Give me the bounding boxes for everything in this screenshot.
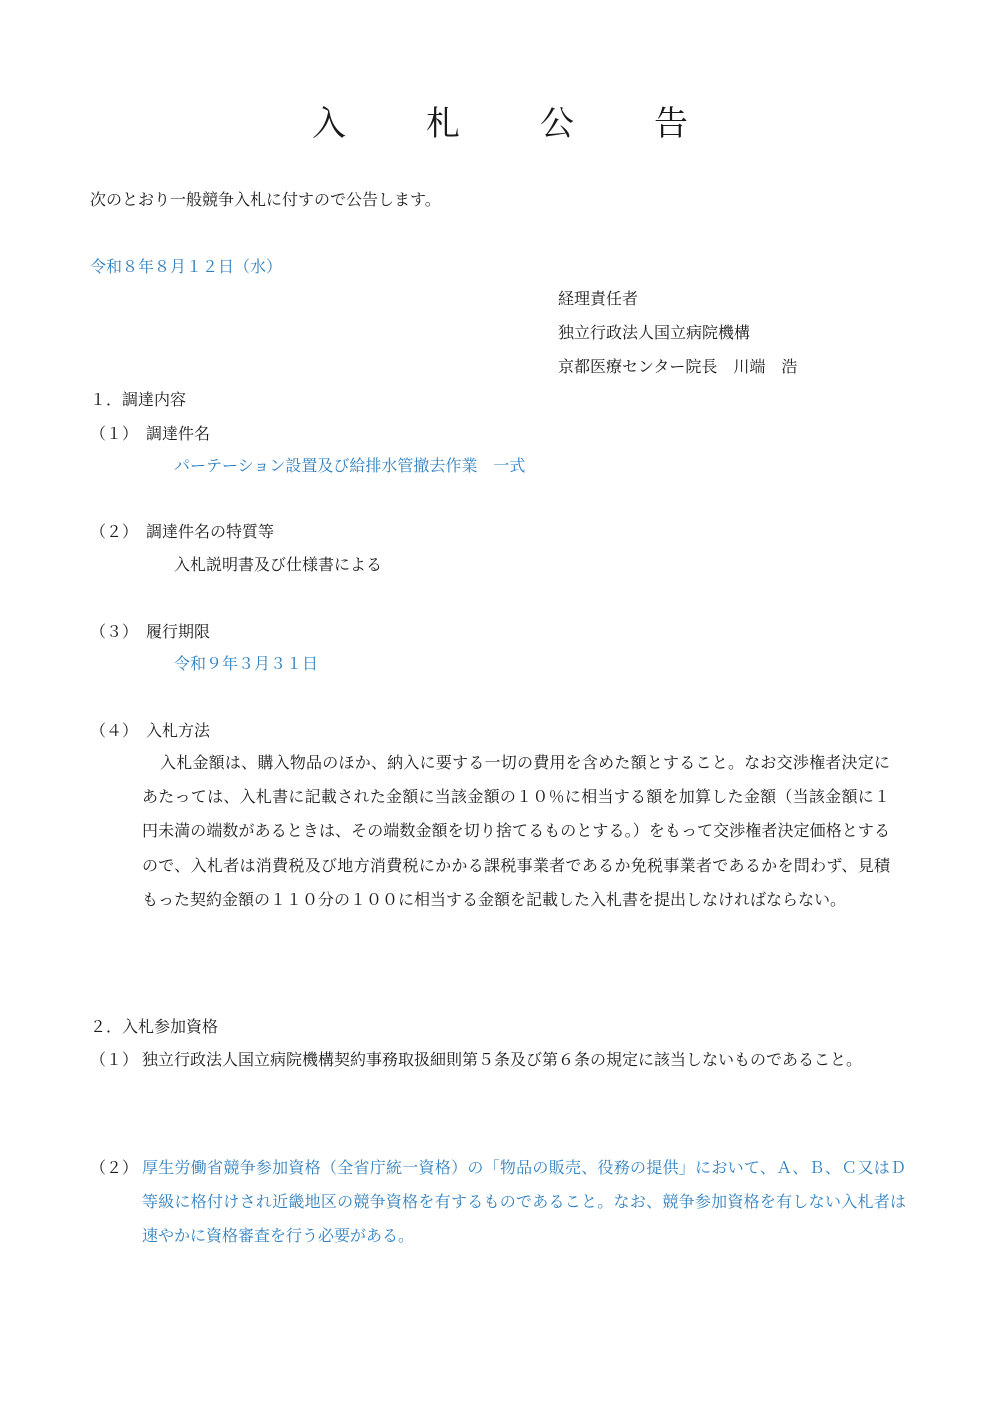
section1-heading: １．調達内容 [90, 390, 187, 409]
issuer-title: 経理責任者 [558, 289, 639, 308]
item-title: 履行期限 [146, 622, 211, 641]
qualification-text-blue: 厚生労働省競争参加資格（全省庁統一資格）の「物品の販売、役務の提供」において、Ａ、Ｂ、Ｃ又はＤ等級に格付けされ近畿地区の競争資格を有するものであること。なお、競争参加資格を有しない入札者は速やかに資格審査を行う必要がある。 [142, 1158, 906, 1246]
qualification-text: 独立行政法人国立病院機構契約事務取扱細則第５条及び第６条の規定に該当しないものであること。 [142, 1050, 863, 1069]
issuer-name: 京都医療センター院長 川端 浩 [558, 357, 798, 376]
procurement-name: パーテーション設置及び給排水管撤去作業 一式 [174, 456, 526, 475]
item-label: （１） [90, 1050, 139, 1069]
item-title: 調達件名 [146, 424, 211, 443]
item-label: （１） [90, 424, 139, 443]
item-title: 入札方法 [146, 721, 211, 740]
deadline-date: 令和９年３月３１日 [174, 654, 319, 673]
page-title [0, 104, 1000, 145]
section2-heading: ２．入札参加資格 [90, 1017, 219, 1036]
title-char: 札 [426, 104, 460, 144]
intro-text: 次のとおり一般競争入札に付すので公告します。 [90, 190, 441, 209]
item-title: 調達件名の特質等 [146, 522, 275, 541]
item-label: （３） [90, 622, 139, 641]
item-label: （４） [90, 721, 139, 740]
title-char: 公 [540, 104, 574, 144]
title-char: 入 [312, 104, 346, 144]
notice-date: 令和８年８月１２日（水） [90, 257, 283, 276]
item-label: （２） [90, 1158, 139, 1177]
item-label: （２） [90, 522, 139, 541]
item-value: 入札説明書及び仕様書による [174, 555, 383, 574]
bidding-method-text: 入札金額は、購入物品のほか、納入に要する一切の費用を含めた額とすること。なお交渉権者決定にあたっては、入札書に記載された金額に当該金額の１０％に相当する額を加算した金額（当該金額に１円未満の端数があるときは、その端数金額を切り捨てるものとする。）をもって交渉権者決定価格とするので、入札者は消費税及び地方消費税にかかる課税事業者であるか免税事業者であるかを問わず、見積もった契約金額の１１０分の１００に相当する金額を記載した入札書を提出しなければならない。 [142, 753, 890, 909]
title-char: 告 [654, 104, 688, 144]
issuer-organization: 独立行政法人国立病院機構 [558, 323, 751, 342]
